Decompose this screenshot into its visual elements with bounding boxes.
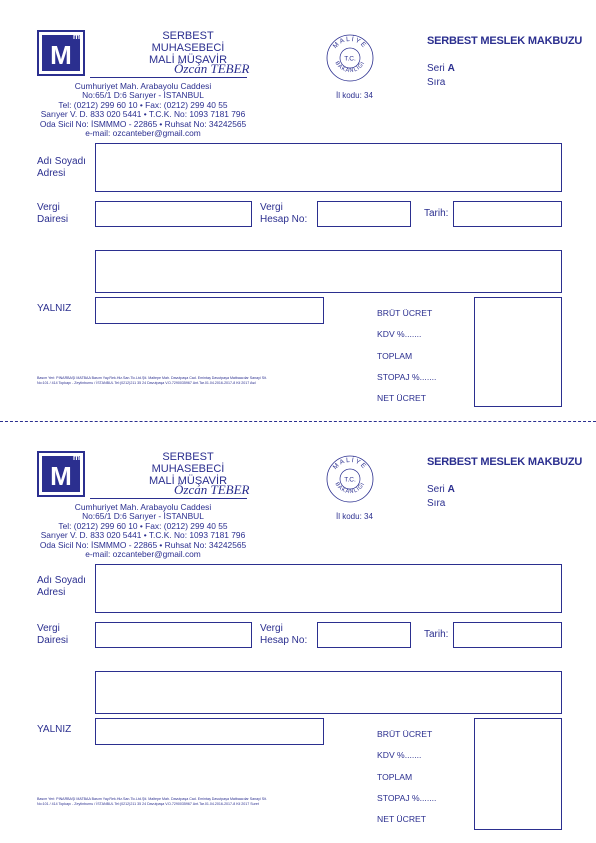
kdv-label: KDV %....... — [377, 750, 422, 760]
date-label: Tarih: — [424, 629, 449, 640]
amounts-field[interactable] — [474, 718, 562, 830]
tax-office-field[interactable] — [95, 622, 252, 648]
yalniz-field[interactable] — [95, 297, 324, 324]
toplam-label: TOPLAM — [377, 351, 413, 361]
owner-name: Özcan TEBER — [174, 61, 250, 76]
description-field[interactable] — [95, 250, 562, 293]
date-field[interactable] — [453, 622, 562, 648]
description-field[interactable] — [95, 671, 562, 714]
receipt-copy — [0, 421, 596, 842]
address-block: Cumhuriyet Mah. Arabayolu Caddesi No:65/1 D:6 Sarıyer - İSTANBUL Tel: (0212) 299 60 10 • Fax: (0212) 299 40 55 Sarıyer V. D. 833 020 5441 • T.C.K. No: 1093 7181 796 Oda Sicil No: İSMMMO - 22865 • Ruhsat No: 34242565 e-mail: ozcanteber@gmail.com — [39, 81, 247, 139]
net-label: NET ÜCRET — [377, 814, 427, 824]
receipt-original — [0, 0, 596, 421]
sira-label: Sıra — [427, 498, 446, 509]
tax-office-field[interactable] — [95, 201, 252, 227]
name-address-label: Adı Soyadı Adresi — [37, 156, 86, 179]
yalniz-field[interactable] — [95, 718, 324, 745]
tax-office-label: Vergi Dairesi — [37, 202, 69, 225]
seri-label: Seri A — [427, 63, 455, 74]
tax-number-label: Vergi Hesap No: — [260, 202, 308, 225]
il-kodu: İl kodu: 34 — [336, 512, 373, 521]
name-address-label: Adı Soyadı Adresi — [37, 575, 86, 598]
printer-info: Basım Yeri: PINARBAŞI MATBAA Basım Yay.Rek.Hiz.San.Tic.Ltd.Şti. Maltepe Mah. Davutpaşa Cad. Emintaş Davutpaşa Matbaacılar Sanayi Sit. No:101 / 414 Topkapı - Zeytinburnu / İSTANBUL Tel:(0212)211 35 24 Davutpaşa V.D.7290035967 Ant.Tar.01.04.2016-2017-8 Kil 2017 Asıl — [37, 376, 267, 385]
mm-logo: M m — [37, 30, 85, 76]
ministry-seal-icon — [326, 34, 374, 82]
header-rule — [90, 77, 247, 78]
yalniz-label: YALNIZ — [37, 303, 72, 314]
document-title: SERBEST MESLEK MAKBUZU — [427, 35, 583, 47]
svg-text:MALİYE — [332, 455, 368, 471]
owner-name: Özcan TEBER — [174, 482, 250, 497]
yalniz-label: YALNIZ — [37, 724, 72, 735]
kdv-label: KDV %....... — [377, 329, 422, 339]
firm-title: SERBEST MUHASEBECİ MALİ MÜŞAVİR — [148, 451, 228, 487]
tax-number-field[interactable] — [317, 622, 411, 648]
tax-office-label: Vergi Dairesi — [37, 623, 69, 646]
firm-title: SERBEST MUHASEBECİ MALİ MÜŞAVİR — [148, 30, 228, 66]
seal-top-text: MALİYE — [331, 35, 369, 51]
ministry-seal-icon — [326, 455, 374, 503]
name-address-field[interactable] — [95, 564, 562, 613]
printer-info: Basım Yeri: PINARBAŞI MATBAA Basım Yay.Rek.Hiz.San.Tic.Ltd.Şti. Maltepe Mah. Davutpaşa Cad. Emintaş Davutpaşa Matbaacılar Sanayi Sit. No:101 / 414 Topkapı - Zeytinburnu / İSTANBUL Tel:(0212)211 35 24 Davutpaşa V.D.7290035967 Ant.Tar.01.04.2016-2017-8 Kil 2017 Suret — [37, 797, 267, 806]
seal-top-text: MALİYE — [331, 456, 369, 472]
stopaj-label: STOPAJ %....... — [377, 793, 437, 803]
seri-label: Seri A — [427, 484, 455, 495]
net-label: NET ÜCRET — [377, 393, 427, 403]
date-label: Tarih: — [424, 208, 449, 219]
sira-label: Sıra — [427, 77, 446, 88]
brut-label: BRÜT ÜCRET — [377, 308, 433, 318]
toplam-label: TOPLAM — [377, 772, 413, 782]
amounts-field[interactable] — [474, 297, 562, 407]
date-field[interactable] — [453, 201, 562, 227]
il-kodu: İl kodu: 34 — [336, 91, 373, 100]
seal-center-text: T.C. — [344, 476, 356, 484]
document-title: SERBEST MESLEK MAKBUZU — [427, 456, 583, 468]
stopaj-label: STOPAJ %....... — [377, 372, 437, 382]
tax-number-field[interactable] — [317, 201, 411, 227]
svg-text:MALİYE — [332, 34, 368, 50]
tax-number-label: Vergi Hesap No: — [260, 623, 308, 646]
mm-logo: M m — [37, 451, 85, 497]
header-rule — [90, 498, 247, 499]
seal-center-text: T.C. — [344, 55, 356, 63]
seal-bottom-text: BAKANLIĞI — [333, 481, 367, 496]
name-address-field[interactable] — [95, 143, 562, 192]
address-block: Cumhuriyet Mah. Arabayolu Caddesi No:65/1 D:6 Sarıyer - İSTANBUL Tel: (0212) 299 60 10 • Fax: (0212) 299 40 55 Sarıyer V. D. 833 020 5441 • T.C.K. No: 1093 7181 796 Oda Sicil No: İSMMMO - 22865 • Ruhsat No: 34242565 e-mail: ozcanteber@gmail.com — [39, 502, 247, 560]
seal-bottom-text: BAKANLIĞI — [333, 60, 367, 75]
brut-label: BRÜT ÜCRET — [377, 729, 433, 739]
